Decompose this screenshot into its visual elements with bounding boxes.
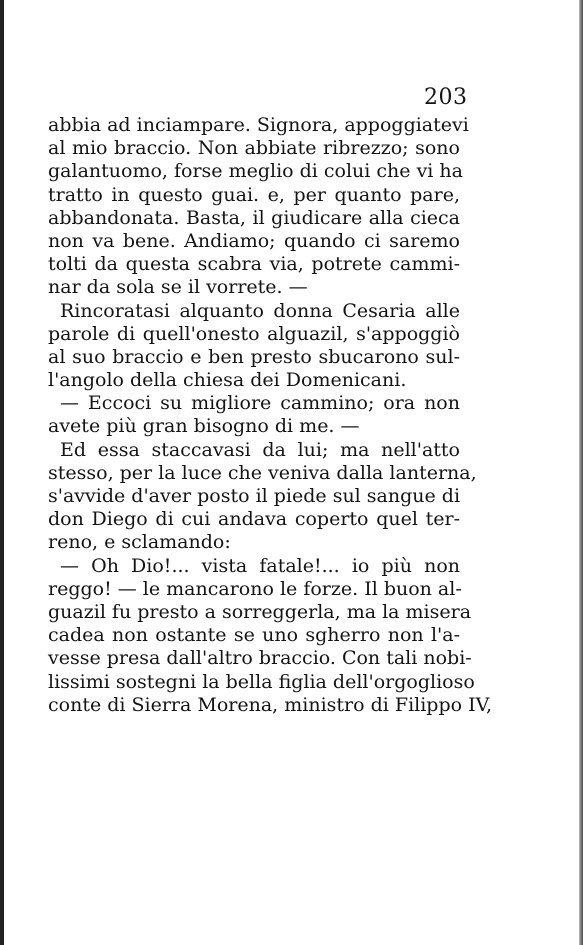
text-line: — Oh Dio!... vista fatale!... io più non — [60, 554, 460, 577]
text-line: abbia ad inciampare. Signora, appoggiatevi — [48, 114, 469, 136]
text-line: non va bene. Andiamo; quando ci saremo — [48, 229, 460, 252]
text-line: — Eccoci su migliore cammino; ora non — [60, 392, 460, 415]
text-line: galantuomo, forse meglio di colui che vi ha — [48, 160, 463, 183]
text-line: al mio braccio. Non abbiate ribrezzo; sono — [48, 137, 460, 160]
text-line: s'avvide d'aver posto il piede sul sangue di — [48, 485, 461, 507]
text-line: parole di quell'onesto alguazil, s'appoggiò — [48, 322, 460, 345]
text-line: tratto in questo guai. e, per quanto pare, — [48, 183, 460, 206]
text-line: conte di Sierra Morena, ministro di Filippo IV, — [48, 693, 493, 716]
text-line: Rincoratasi alquanto donna Cesaria alle — [60, 299, 460, 322]
text-line: stesso, per la luce che veniva dalla lanterna, — [48, 461, 477, 484]
text-line: Ed essa staccavasi da lui; ma nell'atto — [60, 438, 460, 461]
text-line: cadea non ostante se uno sgherro non l'a- — [48, 624, 460, 647]
page-number: 203 — [424, 85, 468, 110]
text-line: nar da sola se il vorrete. — — [48, 276, 308, 299]
text-line: al suo braccio e ben presto sbucarono sul- — [48, 345, 460, 368]
text-line: reggo! — le mancarono le forze. Il buon al- — [48, 577, 462, 600]
text-line: don Diego di cui andava coperto quel ter- — [48, 508, 460, 531]
body-text — [48, 114, 493, 717]
text-line: vesse presa dall'altro braccio. Con tali nobi- — [48, 647, 472, 670]
page-edge-right — [579, 0, 583, 945]
text-line: l'angolo della chiesa dei Domenicani. — [48, 369, 407, 392]
page-edge-left — [0, 0, 4, 945]
text-line: guazil fu presto a sorreggerla, ma la misera — [48, 600, 472, 623]
text-line: avete più gran bisogno di me. — — [48, 415, 360, 438]
text-line: tolti da questa scabra via, potrete cammi- — [48, 253, 460, 276]
text-line: lissimi sostegni la bella figlia dell'orgoglioso — [48, 670, 475, 693]
text-line: reno, e sclamando: — [48, 531, 231, 554]
text-line: abbandonata. Basta, il giudicare alla cieca — [48, 206, 460, 229]
